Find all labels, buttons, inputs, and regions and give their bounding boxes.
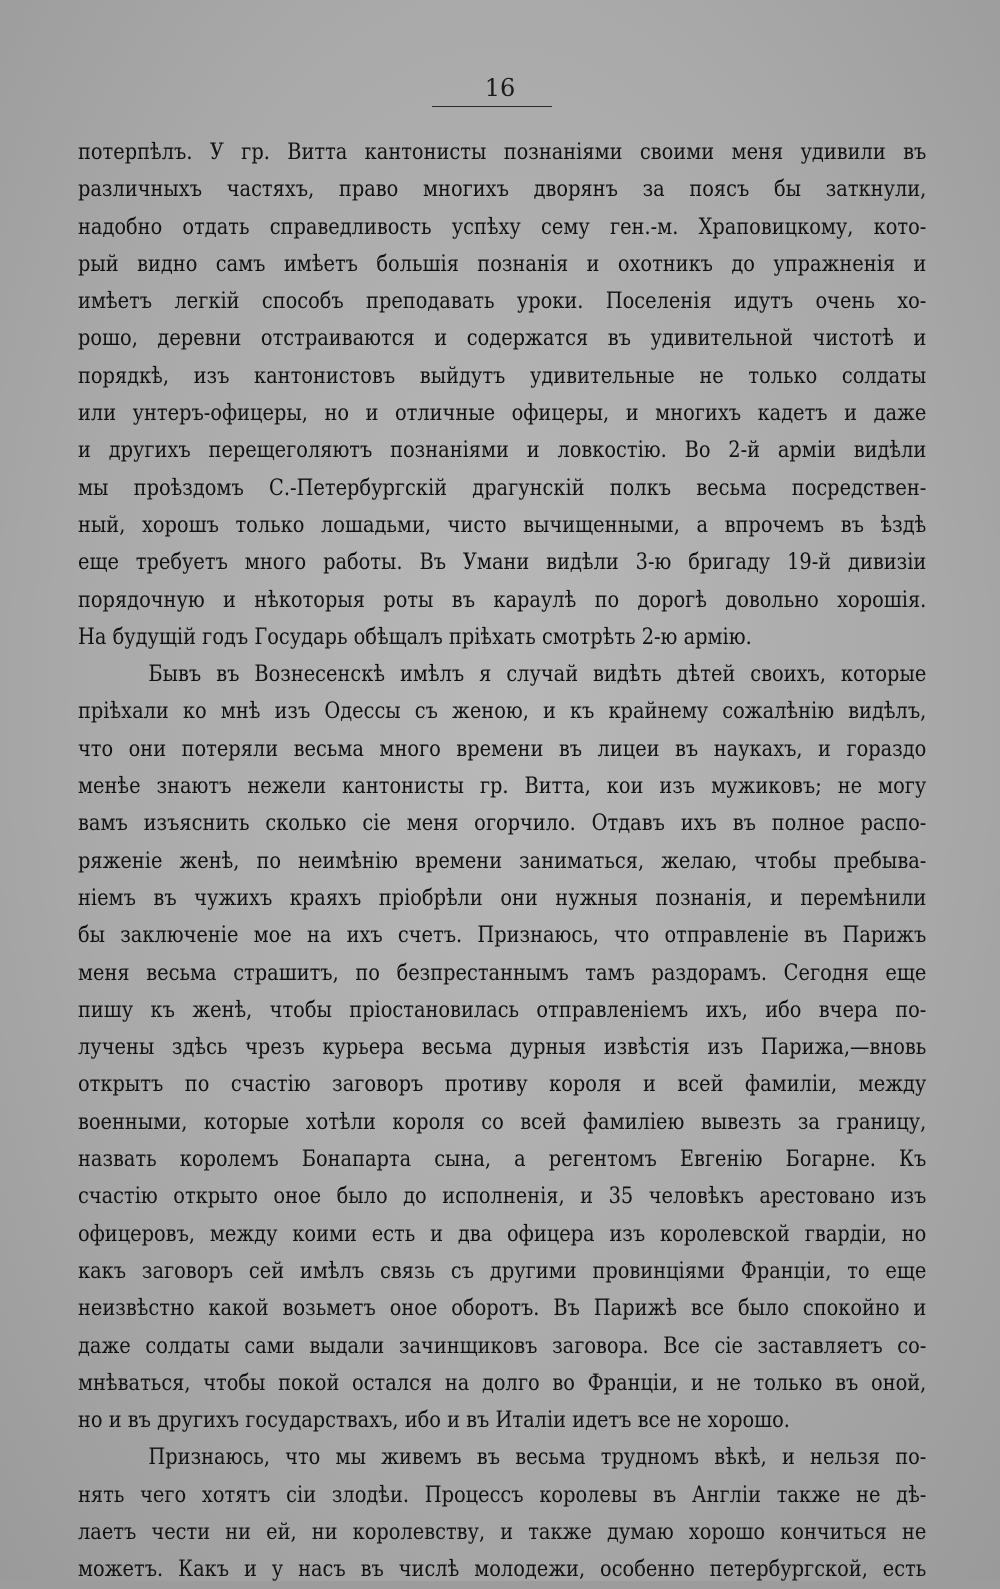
text-line: офицеровъ, между коими есть и два офицера изъ королевской гвардіи, но xyxy=(78,1221,927,1247)
text-line: мы проѣздомъ С.-Петербургскій драгунскій полкъ весьма посредствен- xyxy=(78,475,927,501)
text-line: бы заключеніе мое на ихъ счетъ. Признаюсь, что отправленіе въ Парижъ xyxy=(78,923,927,949)
text-line: мнѣваться, чтобы покой остался на долго во Франціи, и не только въ оной, xyxy=(78,1370,927,1396)
text-line: имѣетъ легкій способъ преподавать уроки. Поселенія идутъ очень хо- xyxy=(78,289,927,315)
text-line: меня весьма страшитъ, по безпрестаннымъ тамъ раздорамъ. Сегодня еще xyxy=(78,960,927,986)
text-line: менѣе знаютъ нежели кантонисты гр. Витта, кои изъ мужиковъ; не могу xyxy=(78,774,927,800)
text-line: счастію открыто оное было до исполненія, и 35 человѣкъ арестовано изъ xyxy=(78,1184,927,1210)
paragraph xyxy=(78,1439,926,1588)
text-line: рый видно самъ имѣетъ большія познанія и охотникъ до упражненія и xyxy=(78,251,927,277)
text-line: еще требуетъ много работы. Въ Умани видѣли 3-ю бригаду 19-й дивизіи xyxy=(78,550,927,576)
text-line: и другихъ перещеголяютъ познаніями и ловкостію. Во 2-й арміи видѣли xyxy=(78,438,927,464)
text-line: порядочную и нѣкоторыя роты въ караулѣ по дорогѣ довольно хорошія. xyxy=(78,587,927,613)
text-line: различныхъ частяхъ, право многихъ дворянъ за поясъ бы заткнули, xyxy=(78,177,927,203)
text-line: даже солдаты сами выдали зачинщиковъ заговора. Все сіе заставляетъ со- xyxy=(78,1333,927,1359)
text-line: назвать королемъ Бонапарта сына, а регентомъ Евгенію Богарне. Къ xyxy=(78,1147,927,1173)
text-line: потерпѣлъ. У гр. Витта кантонисты познаніями своими меня удивили въ xyxy=(78,140,927,165)
text-line: но и въ другихъ государствахъ, ибо и въ Италіи идетъ все не хорошо. xyxy=(78,1408,790,1434)
text-line: ный, хорошъ только лошадьми, чисто вычищенными, а впрочемъ въ ѣздѣ xyxy=(78,512,927,538)
text-line: открытъ по счастію заговоръ противу короля и всей фамиліи, между xyxy=(78,1072,927,1098)
text-line: неизвѣстно какой возьметъ оное оборотъ. Въ Парижѣ все было спокойно и xyxy=(78,1296,927,1322)
text-line: Признаюсь, что мы живемъ въ весьма трудномъ вѣкѣ, и нельзя по- xyxy=(148,1445,927,1471)
text-line: ніемъ въ чужихъ краяхъ пріобрѣли они нужныя познанія, и перемѣнили xyxy=(78,885,927,911)
text-line: вамъ изъяснить сколько сіе меня огорчило. Отдавъ ихъ въ полное распо- xyxy=(78,811,927,837)
text-line: какъ заговоръ сей имѣлъ связь съ другими провинціями Франціи, то еще xyxy=(78,1258,927,1284)
text-line: военными, которые хотѣли короля со всей фамиліею вывезть за границу, xyxy=(78,1109,927,1135)
text-line: можетъ. Какъ и у насъ въ числѣ молодежи, особенно петербургской, есть xyxy=(78,1557,927,1583)
page-number-rule xyxy=(432,106,552,107)
paragraph xyxy=(78,656,926,1439)
text-line: пріѣхали ко мнѣ изъ Одессы съ женою, и къ крайнему сожалѣнію видѣлъ, xyxy=(78,699,927,725)
text-line: На будущій годъ Государь обѣщалъ пріѣхать смотрѣть 2-ю армію. xyxy=(78,624,752,650)
text-line: ряженіе женѣ, по неимѣнію времени заниматься, желаю, чтобы пребыва- xyxy=(78,848,927,874)
page-number: 16 xyxy=(484,74,516,102)
body-text xyxy=(78,134,926,1589)
text-line: лучены здѣсь чрезъ курьера весьма дурныя извѣстія изъ Парижа,—вновь xyxy=(78,1035,927,1061)
text-line: порядкѣ, изъ кантонистовъ выйдутъ удивительные не только солдаты xyxy=(78,363,927,389)
text-line: нять чего хотятъ сіи злодѣи. Процессъ королевы въ Англіи также не дѣ- xyxy=(78,1482,927,1508)
text-line: Бывъ въ Вознесенскѣ имѣлъ я случай видѣть дѣтей своихъ, которые xyxy=(148,662,927,688)
text-line: или унтеръ-офицеры, но и отличные офицеры, и многихъ кадетъ и даже xyxy=(78,401,927,427)
text-line: надобно отдать справедливость успѣху сему ген.-м. Храповицкому, кото- xyxy=(78,214,927,240)
text-line: рошо, деревни отстраиваются и содержатся въ удивительной чистотѣ и xyxy=(78,326,927,352)
text-line: что они потеряли весьма много времени въ лицеи въ наукахъ, и гораздо xyxy=(78,736,927,762)
paragraph xyxy=(78,134,926,656)
text-line: пишу къ женѣ, чтобы пріостановилась отправленіемъ ихъ, ибо вчера по- xyxy=(78,997,927,1023)
text-line: лаетъ чести ни ей, ни королевству, и также думаю хорошо кончиться не xyxy=(78,1519,927,1545)
